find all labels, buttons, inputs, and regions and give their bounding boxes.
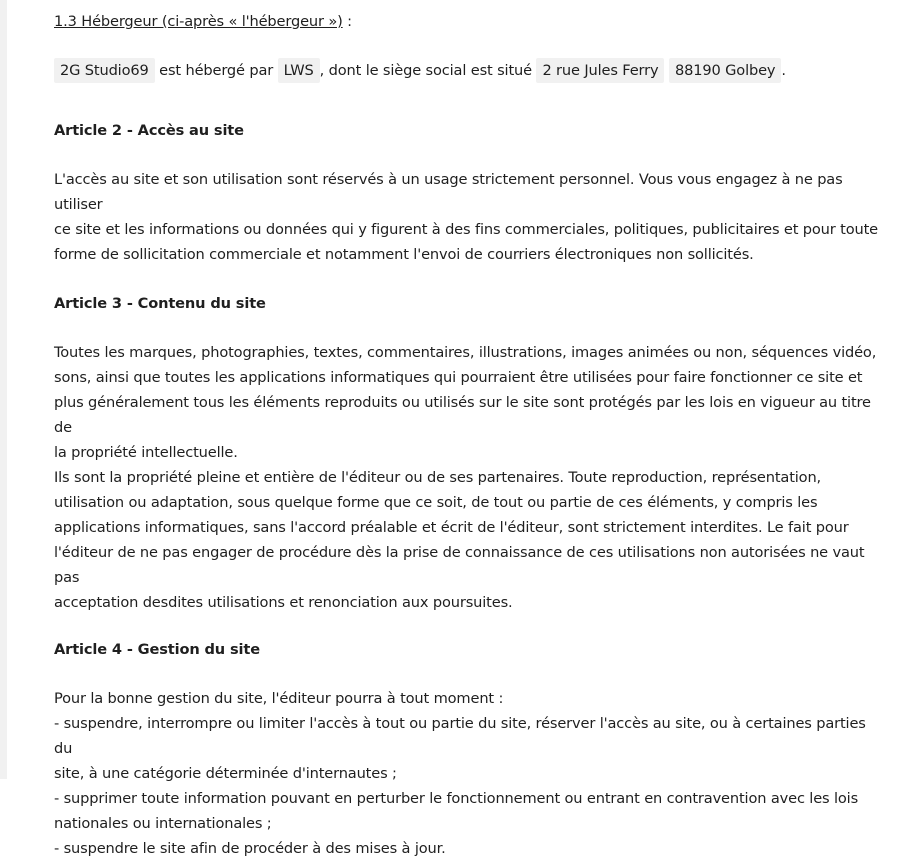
article-3-line: l'éditeur de ne pas engager de procédure dès la prise de connaissance de ces utilisations non autorisées ne vaut pas [54, 544, 865, 586]
article-2-line: ce site et les informations ou données qui y figurent à des fins commerciales, politiques, publicitaires et pour toute [54, 221, 878, 238]
host-end-period: . [781, 62, 786, 79]
article-2-title: Article 2 - Accès au site [54, 122, 244, 139]
left-border [0, 0, 7, 779]
host-text-siege: , dont le siège social est situé [319, 62, 537, 79]
article-4-title: Article 4 - Gestion du site [54, 641, 260, 658]
section-1-3-heading-suffix: : [342, 13, 352, 30]
article-4-intro: Pour la bonne gestion du site, l'éditeur pourra à tout moment : [54, 690, 504, 707]
article-4-list-line: site, à une catégorie déterminée d'internautes ; [54, 765, 397, 782]
article-2-line: L'accès au site et son utilisation sont réservés à un usage strictement personnel. Vous vous engagez à ne pas utiliser [54, 171, 843, 213]
article-3-line: sons, ainsi que toutes les applications informatiques qui pourraient être utilisées pour faire fonctionner ce site et [54, 369, 863, 386]
article-3-line: acceptation desdites utilisations et renonciation aux poursuites. [54, 594, 513, 611]
host-info-line [54, 58, 884, 83]
section-1-3-heading-row [54, 9, 884, 34]
article-3-line: plus généralement tous les éléments reproduits ou utilisés sur le site sont protégés par les lois en vigueur au titre de [54, 394, 871, 436]
site-name-chip: 2G Studio69 [54, 58, 155, 83]
address-street-chip: 2 rue Jules Ferry [536, 58, 664, 83]
host-name-chip: LWS [278, 58, 320, 83]
article-3-line: Toutes les marques, photographies, textes, commentaires, illustrations, images animées ou non, séquences vidéo, [54, 344, 877, 361]
article-4-list-line: - suspendre le site afin de procéder à des mises à jour. [54, 840, 446, 857]
article-4-list-line: - suspendre, interrompre ou limiter l'accès à tout ou partie du site, réserver l'accès au site, ou à certaines parties du [54, 715, 866, 757]
host-text-hosted-by: est hébergé par [154, 62, 278, 79]
article-3-line: utilisation ou adaptation, sous quelque forme que ce soit, de tout ou partie de ces éléments, y compris les [54, 494, 818, 511]
article-3-title: Article 3 - Contenu du site [54, 295, 266, 312]
legal-content [54, 9, 884, 861]
article-4-list-line: nationales ou internationales ; [54, 815, 272, 832]
article-2-line: forme de sollicitation commerciale et notamment l'envoi de courriers électroniques non sollicités. [54, 246, 754, 263]
article-3-body [54, 340, 884, 615]
article-2-body [54, 167, 884, 267]
article-4-list-line: - supprimer toute information pouvant en perturber le fonctionnement ou entrant en contravention avec les lois [54, 790, 859, 807]
article-3-line: la propriété intellectuelle. [54, 444, 238, 461]
article-3-line: Ils sont la propriété pleine et entière de l'éditeur ou de ses partenaires. Toute reproduction, représentation, [54, 469, 822, 486]
article-3-line: applications informatiques, sans l'accord préalable et écrit de l'éditeur, sont strictement interdites. Le fait pour [54, 519, 849, 536]
article-4-body [54, 686, 884, 861]
address-city-chip: 88190 Golbey [669, 58, 781, 83]
section-1-3-heading-link[interactable]: 1.3 Hébergeur (ci-après « l'hébergeur ») [54, 13, 343, 30]
